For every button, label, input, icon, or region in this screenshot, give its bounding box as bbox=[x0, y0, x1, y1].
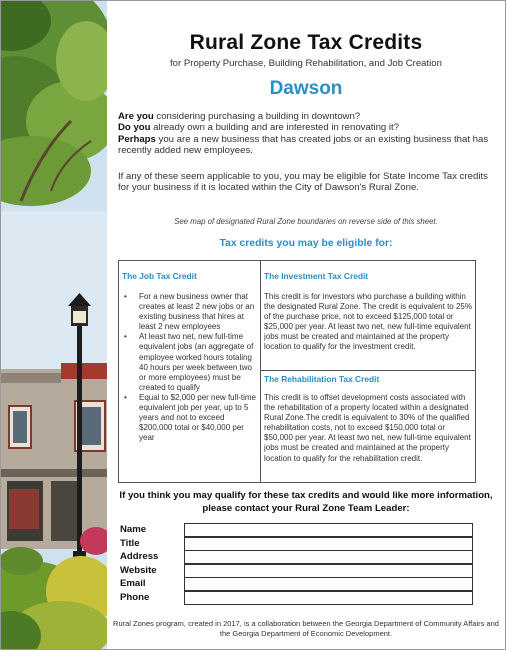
form-label: Address bbox=[120, 551, 159, 563]
job-credit-cell bbox=[119, 261, 261, 482]
street-scene-image bbox=[1, 1, 107, 649]
list-item: • At least two net, new full-time equivalent jobs (an aggregate of employee worked hours totaling 40 hours per week between two or more employees) must be created to qualify bbox=[124, 332, 254, 392]
credit-column-right bbox=[261, 261, 475, 482]
city-name: Dawson bbox=[269, 78, 343, 99]
flyer-content bbox=[107, 1, 505, 649]
contact-heading: If you think you may qualify for these tax credits and would like more information, please contact your Rural Zone Team Leader: bbox=[119, 490, 493, 514]
form-row-phone bbox=[120, 591, 474, 605]
intro-questions bbox=[118, 111, 498, 157]
document-subtitle: for Property Purchase, Building Rehabilitation, and Job Creation bbox=[170, 58, 442, 69]
form-label: Title bbox=[120, 537, 140, 549]
job-credit-bullets bbox=[122, 292, 258, 443]
rehab-credit-body: This credit is to offset development costs associated with the rehabilitation of a property located within a designated Rural Zone.The credit is equivalent to 30% of the qualified rehabilitation costs, not to exceed $150,000 total or $50,000 per year. At least two net, new full-time equivalent jobs must be created and maintained at the property location to qualify for the rehabilitation credit. bbox=[264, 393, 471, 463]
footer-note: Rural Zones program, created in 2017, is a collaboration between the Georgia Department of Community Affairs and the Georgia Department of Economic Development. bbox=[113, 619, 499, 638]
see-map-note: See map of designated Rural Zone boundaries on reverse side of this sheet. bbox=[174, 217, 438, 226]
tax-credit-table bbox=[118, 260, 476, 483]
rehab-credit-heading: The Rehabilitation Tax Credit bbox=[264, 374, 380, 384]
intro-line: Are you considering purchasing a building in downtown? bbox=[118, 111, 361, 122]
title-field[interactable] bbox=[184, 537, 473, 551]
eligible-heading: Tax credits you may be eligible for: bbox=[219, 238, 393, 249]
form-label: Email bbox=[120, 578, 146, 590]
form-row-email bbox=[120, 577, 474, 591]
intro-line: Perhaps you are a new business that has created jobs or an existing business that has recently added new employees. bbox=[118, 133, 489, 157]
address-field[interactable] bbox=[184, 550, 473, 564]
form-label: Phone bbox=[120, 592, 150, 603]
form-label: Website bbox=[120, 564, 157, 576]
list-item: • For a new business owner that creates at least 2 new jobs or an existing business that hires at least 2 new employees bbox=[124, 292, 255, 332]
form-row-website bbox=[120, 564, 474, 578]
eligibility-paragraph: If any of these seem applicable to you, you may be eligible for State Income Tax credits for your business if it is located within the City of Dawson's Rural Zone. bbox=[118, 171, 488, 194]
form-row-name bbox=[120, 523, 474, 537]
email-field[interactable] bbox=[184, 577, 473, 591]
intro-line: Do you already own a building and are interested in renovating it? bbox=[118, 122, 400, 134]
investment-credit-heading: The Investment Tax Credit bbox=[264, 271, 369, 281]
downtown-street-photo bbox=[1, 1, 107, 649]
phone-field[interactable] bbox=[184, 591, 473, 605]
website-field[interactable] bbox=[184, 564, 473, 578]
cell-divider bbox=[261, 370, 475, 371]
investment-credit-body: This credit is for investors who purchase a building within the designated Rural Zone. The credit is equivalent to 25% of the purchase price, not to exceed $125,000 total or $25,000 per year. At least two net, new full-time equivalent jobs must be created and maintained at the property location to qualify for the investment credit. bbox=[264, 292, 472, 352]
form-row-address bbox=[120, 550, 474, 564]
name-field[interactable] bbox=[184, 523, 473, 537]
form-label: Name bbox=[120, 524, 147, 535]
document-title: Rural Zone Tax Credits bbox=[189, 31, 423, 54]
job-credit-heading: The Job Tax Credit bbox=[122, 271, 197, 281]
form-row-title bbox=[120, 537, 474, 551]
list-item: • Equal to $2,000 per new full-time equivalent job per year, up to 5 years and not to exceed $200,000 total or $40,000 per year bbox=[124, 392, 256, 443]
